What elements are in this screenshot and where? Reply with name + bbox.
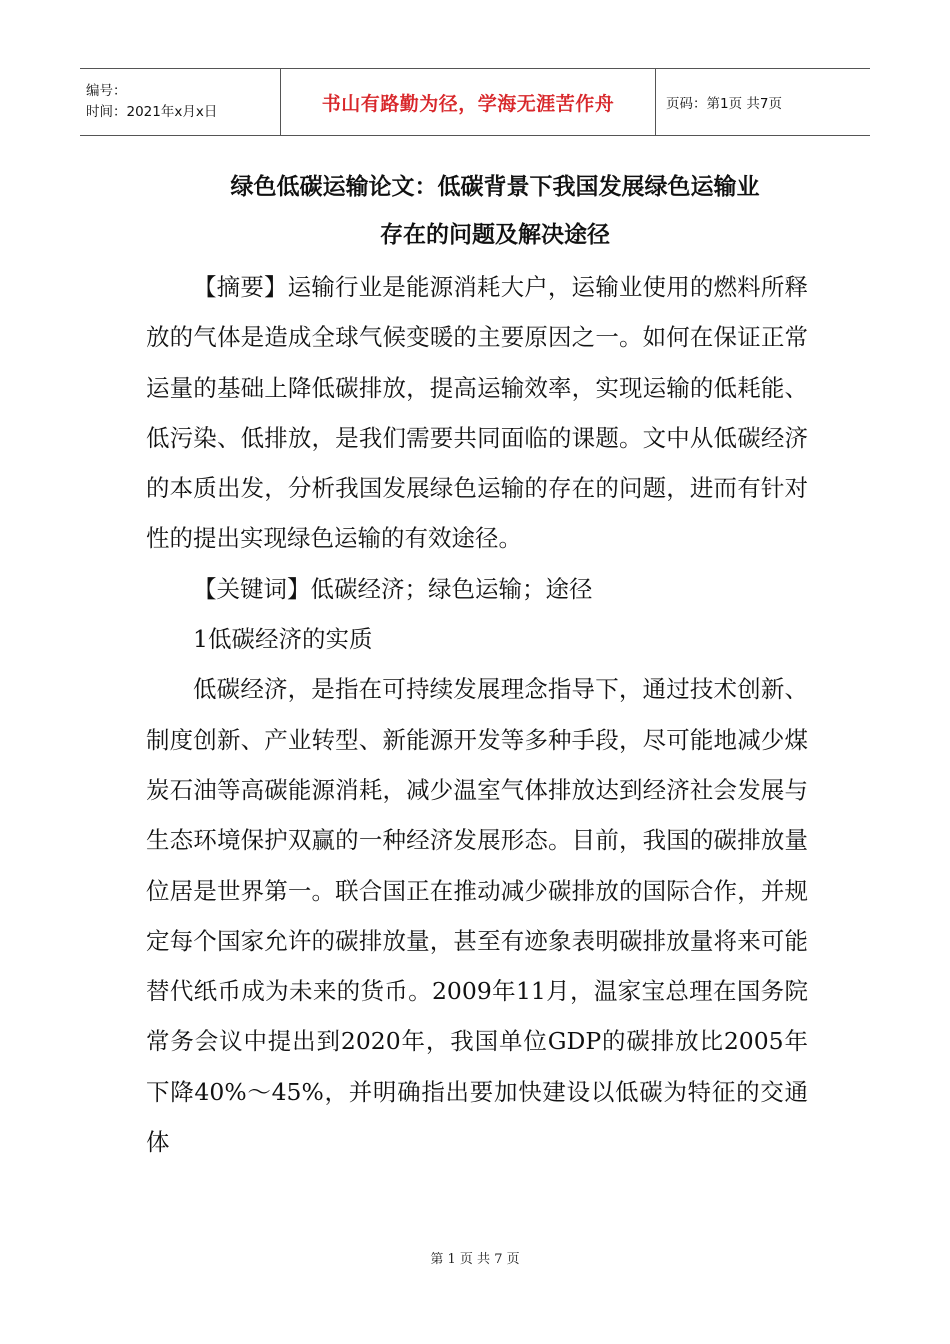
header-page-cell <box>656 69 870 135</box>
abstract-paragraph: 【摘要】运输行业是能源消耗大户，运输业使用的燃料所释放的气体是造成全球气候变暖的主要原因之一。如何在保证正常运量的基础上降低碳排放，提高运输效率，实现运输的低耗能、低污染、低排放，是我们需要共同面临的课题。文中从低碳经济的本质出发，分析我国发展绿色运输的存在的问题，进而有针对性的提出实现绿色运输的有效途径。 <box>146 273 808 553</box>
time-label: 时间：2021年x月x日 <box>86 104 218 120</box>
number-label: 编号： <box>86 83 127 99</box>
page-footer: 第 1 页 共 7 页 <box>430 1252 520 1267</box>
section-paragraph: 低碳经济，是指在可持续发展理念指导下，通过技术创新、制度创新、产业转型、新能源开发等多种手段，尽可能地减少煤炭石油等高碳能源消耗，减少温室气体排放达到经济社会发展与生态环境保护双赢的一种经济发展形态。目前，我国的碳排放量位居是世界第一。联合国正在推动减少碳排放的国际合作，并规定每个国家允许的碳排放量，甚至有迹象表明碳排放量将来可能替代纸币成为未来的货币。2009年11月，温家宝总理在国务院常务会议中提出到2020年，我国单位GDP的碳排放比2005年下降40%～45%，并明确指出要加快建设以低碳为特征的交通体 <box>146 675 808 1157</box>
document-title-line-2: 存在的问题及解决途径 <box>380 222 610 248</box>
header-motto-cell <box>280 69 656 135</box>
page-info: 页码：第1页 共7页 <box>666 96 782 112</box>
motto-text: 书山有路勤为径，学海无涯苦作舟 <box>321 92 615 115</box>
document-header <box>80 68 870 136</box>
document-title-line-1: 绿色低碳运输论文：低碳背景下我国发展绿色运输业 <box>230 174 760 200</box>
section-heading: 1低碳经济的实质 <box>193 625 373 654</box>
document-body <box>146 262 808 1167</box>
header-meta <box>80 69 280 135</box>
keywords-paragraph: 【关键词】低碳经济；绿色运输；途径 <box>193 574 593 603</box>
